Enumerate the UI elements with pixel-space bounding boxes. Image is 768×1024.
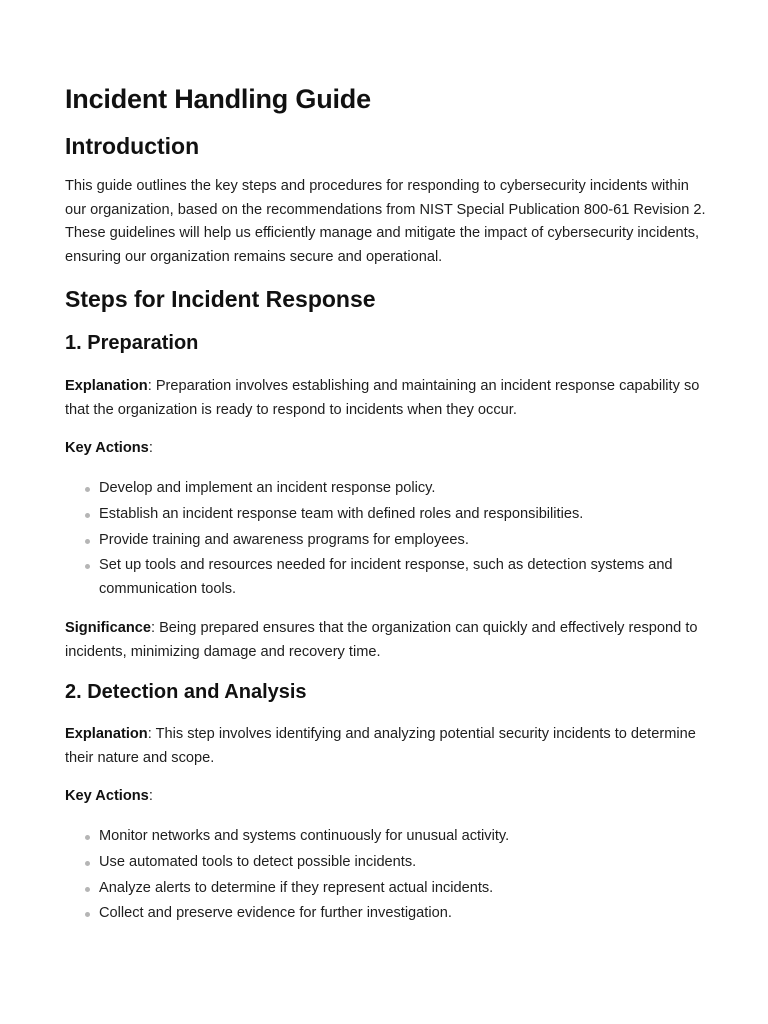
steps-heading: Steps for Incident Response xyxy=(65,286,376,312)
step1-significance xyxy=(65,617,713,664)
list-item-text: Establish an incident response team with defined roles and responsibilities. xyxy=(99,505,584,522)
bullet-icon xyxy=(85,861,90,866)
bullet-icon xyxy=(85,513,90,518)
list-item-text: Provide training and awareness programs for employees. xyxy=(99,531,469,548)
list-item xyxy=(65,554,713,601)
step2-key-actions xyxy=(65,785,713,809)
step2-explanation-text: : This step involves identifying and analyzing potential security incidents to determine their nature and scope. xyxy=(65,726,696,766)
step1-actions-list xyxy=(65,477,713,604)
bullet-icon xyxy=(85,912,90,917)
step1-significance-label: Significance xyxy=(65,620,151,636)
list-item-text: Set up tools and resources needed for incident response, such as detection systems and communication tools. xyxy=(99,557,673,597)
list-item-text: Monitor networks and systems continuously for unusual activity. xyxy=(99,828,510,844)
bullet-icon xyxy=(85,887,90,892)
step2-heading: 2. Detection and Analysis xyxy=(65,681,307,703)
list-item-text: Develop and implement an incident response policy. xyxy=(99,480,436,496)
step2-actions-list xyxy=(65,825,713,928)
list-item xyxy=(65,825,713,849)
intro-heading: Introduction xyxy=(65,133,200,159)
list-item xyxy=(65,503,713,527)
step2-explanation xyxy=(65,723,713,770)
bullet-icon xyxy=(85,539,90,544)
bullet-icon xyxy=(85,835,90,840)
step1-significance-text: : Being prepared ensures that the organization can quickly and effectively respond to incidents, minimizing damage and recovery time. xyxy=(65,620,698,660)
bullet-icon xyxy=(85,487,90,492)
list-item xyxy=(65,877,713,901)
step1-explanation-label: Explanation xyxy=(65,378,148,394)
step1-key-actions-colon: : xyxy=(148,440,153,456)
step2-key-actions-label: Key Actions xyxy=(65,788,149,804)
step1-key-actions xyxy=(65,437,713,461)
list-item xyxy=(65,851,713,875)
list-item xyxy=(65,902,713,926)
step2-explanation-label: Explanation xyxy=(65,726,148,742)
intro-paragraph: This guide outlines the key steps and procedures for responding to cybersecurity incidents within our organization, based on the recommendations from NIST Special Publication 800-61 Revision 2. These guidelines will help us efficiently manage and mitigate the impact of cybersecurity incidents, ensuring our organization remains secure and operational. xyxy=(65,178,706,265)
list-item xyxy=(65,529,713,553)
list-item xyxy=(65,477,713,501)
step1-key-actions-label: Key Actions xyxy=(65,440,149,456)
list-item-text: Use automated tools to detect possible incidents. xyxy=(99,853,417,870)
step2-key-actions-colon: : xyxy=(148,788,153,804)
step1-heading: 1. Preparation xyxy=(65,332,199,354)
document-title: Incident Handling Guide xyxy=(65,84,371,114)
step1-explanation xyxy=(65,375,713,422)
list-item-text: Analyze alerts to determine if they represent actual incidents. xyxy=(99,879,494,896)
list-item-text: Collect and preserve evidence for further investigation. xyxy=(99,905,452,922)
bullet-icon xyxy=(85,564,90,569)
step1-explanation-text: : Preparation involves establishing and maintaining an incident response capability so that the organization is ready to respond to incidents when they occur. xyxy=(65,378,700,418)
